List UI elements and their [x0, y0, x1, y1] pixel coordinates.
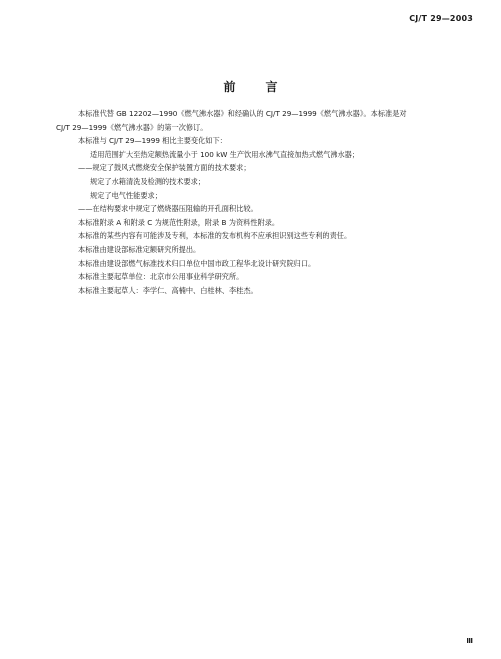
foreword-body — [56, 107, 477, 297]
paragraph: 本标准由建设部标准定额研究所提出。 — [78, 244, 201, 254]
paragraph: CJ/T 29—1999《燃气沸水器》的第一次修订。 — [56, 122, 208, 132]
page-title: 前言 — [223, 80, 308, 94]
paragraph: 本标准主要起草单位：北京市公用事业科学研究所。 — [78, 272, 244, 282]
paragraph: 本标准由建设部燃气标准技术归口单位中国市政工程华北设计研究院归口。 — [78, 258, 316, 268]
list-item: 规定了水箱清洗及检测的技术要求； — [90, 176, 206, 186]
page-number: Ⅲ — [466, 637, 473, 645]
list-item: 规定了电气性能要求； — [90, 190, 162, 200]
standard-code: CJ/T 29—2003 — [409, 14, 473, 23]
paragraph: 本标准代替 GB 12202—1990《燃气沸水器》和经确认的 CJ/T 29—1999《燃气沸水器》。本标准是对 — [78, 109, 407, 118]
paragraph: 本标准与 CJ/T 29—1999 相比主要变化如下： — [78, 136, 227, 146]
paragraph: 本标准主要起草人：李学仁、高楠中、白桂林、李桂杰。 — [78, 285, 258, 295]
paragraph: 本标准的某些内容有可能涉及专利，本标准的发布机构不应承担识别这些专利的责任。 — [78, 231, 352, 241]
list-item: ——规定了鼓风式燃烧安全保护装置方面的技术要求； — [78, 163, 251, 173]
paragraph: 本标准附录 A 和附录 C 为规范性附录，附录 B 为资料性附录。 — [78, 217, 280, 227]
list-item: 适用范围扩大至热定额热流量小于 100 kW 生产饮用水沸气直接加热式燃气沸水器； — [90, 149, 360, 159]
list-item: ——在结构要求中规定了燃烧器压阻输的开孔面积比较。 — [78, 204, 258, 214]
